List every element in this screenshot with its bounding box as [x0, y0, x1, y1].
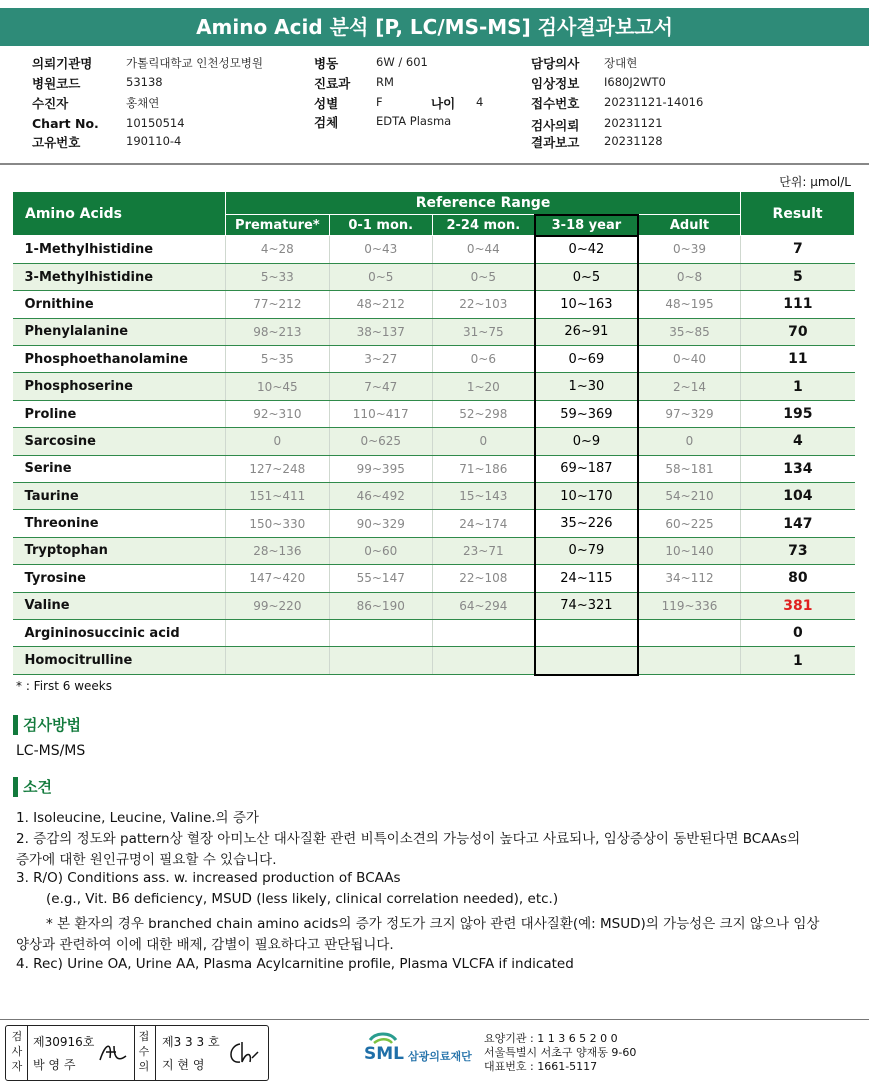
- value-chart-no: 10150514: [126, 116, 185, 130]
- amino-acid-name: 3-Methylhistidine: [13, 263, 226, 290]
- reference-value: 34~112: [638, 565, 741, 592]
- reference-value: 0: [225, 428, 329, 455]
- finding-line: 양상과 관련하여 이에 대한 배제, 감별이 필요하다고 판단됩니다.: [16, 937, 394, 953]
- table-row: [13, 400, 855, 427]
- reference-value: [638, 647, 741, 675]
- result-value: 1: [741, 647, 855, 675]
- reference-value: 98~213: [225, 318, 329, 345]
- reference-value: 0~69: [535, 346, 638, 373]
- amino-acid-name: 1-Methylhistidine: [13, 236, 226, 264]
- reference-value: 71~186: [432, 455, 535, 482]
- table-row: [13, 318, 855, 345]
- label-department: 진료과: [314, 76, 351, 91]
- reference-value: 58~181: [638, 455, 741, 482]
- label-report-date: 결과보고: [531, 135, 580, 150]
- reference-value: [225, 619, 329, 646]
- value-ward: 6W / 601: [376, 55, 428, 69]
- reference-value: 0~5: [329, 263, 432, 290]
- tester-name: 박 영 주: [33, 1058, 76, 1072]
- result-value: 134: [741, 455, 855, 482]
- table-row: [13, 510, 855, 537]
- tester-number: 제30916호: [33, 1035, 95, 1049]
- value-unique-no: 190110-4: [126, 134, 182, 148]
- value-hospital-code: 53138: [126, 75, 163, 89]
- result-value: 70: [741, 318, 855, 345]
- reference-value: 35~226: [535, 510, 638, 537]
- reference-value: 60~225: [638, 510, 741, 537]
- result-value: 80: [741, 565, 855, 592]
- table-row: [13, 647, 855, 675]
- reference-value: 119~336: [638, 592, 741, 619]
- label-patient: 수진자: [32, 96, 69, 111]
- reference-value: [329, 619, 432, 646]
- table-row: [13, 483, 855, 510]
- reference-value: 28~136: [225, 537, 329, 564]
- result-value: 104: [741, 483, 855, 510]
- result-value: 11: [741, 346, 855, 373]
- reference-value: 90~329: [329, 510, 432, 537]
- reference-value: 0~60: [329, 537, 432, 564]
- result-value: 73: [741, 537, 855, 564]
- header-0-1-mon: 0-1 mon.: [329, 215, 432, 236]
- footer-divider: [0, 1019, 869, 1020]
- reference-value: 7~47: [329, 373, 432, 400]
- tester-label: 검사자: [11, 1030, 23, 1073]
- table-row: [13, 592, 855, 619]
- value-department: RM: [376, 75, 394, 89]
- reference-value: 97~329: [638, 400, 741, 427]
- header-premature: Premature*: [225, 215, 329, 236]
- amino-acid-name: Argininosuccinic acid: [13, 619, 226, 646]
- reference-value: 10~45: [225, 373, 329, 400]
- reference-value: 2~14: [638, 373, 741, 400]
- method-heading: 검사방법: [13, 715, 81, 735]
- reference-value: 31~75: [432, 318, 535, 345]
- reference-value: [638, 619, 741, 646]
- reference-value: [329, 647, 432, 675]
- label-age: 나이: [431, 96, 456, 111]
- amino-acid-name: Phosphoethanolamine: [13, 346, 226, 373]
- reference-value: 0~8: [638, 263, 741, 290]
- reference-value: 86~190: [329, 592, 432, 619]
- reference-value: 150~330: [225, 510, 329, 537]
- result-value: 4: [741, 428, 855, 455]
- table-row: [13, 263, 855, 290]
- reference-value: 22~108: [432, 565, 535, 592]
- result-value: 5: [741, 263, 855, 290]
- reference-value: 0: [638, 428, 741, 455]
- label-hospital-code: 병원코드: [32, 76, 81, 91]
- finding-line: 증가에 대한 원인규명이 필요할 수 있습니다.: [16, 852, 277, 868]
- reference-value: 0~79: [535, 537, 638, 564]
- label-institution: 의뢰기관명: [32, 56, 93, 71]
- method-text: LC-MS/MS: [16, 743, 86, 759]
- institution-info: [484, 1032, 636, 1074]
- reference-value: 4~28: [225, 236, 329, 264]
- reference-value: 151~411: [225, 483, 329, 510]
- findings-heading: 소견: [13, 777, 52, 797]
- amino-acid-name: Taurine: [13, 483, 226, 510]
- table-row: [13, 373, 855, 400]
- reference-value: 38~137: [329, 318, 432, 345]
- reference-value: 54~210: [638, 483, 741, 510]
- table-row: [13, 455, 855, 482]
- table-footnote: * : First 6 weeks: [16, 679, 112, 693]
- reference-value: 74~321: [535, 592, 638, 619]
- reference-value: 3~27: [329, 346, 432, 373]
- reference-value: 147~420: [225, 565, 329, 592]
- header-3-18-year: 3-18 year: [535, 215, 638, 236]
- institution-name: 삼광의료재단: [408, 1050, 472, 1063]
- reference-value: 92~310: [225, 400, 329, 427]
- table-row: [13, 537, 855, 564]
- value-clinical-info: I680J2WT0: [604, 75, 666, 89]
- finding-line: 2. 증감의 정도와 pattern상 혈장 아미노산 대사질환 관련 비특이소견의 가능성이 높다고 사료되나, 임상증상이 동반된다면 BCAAs의: [16, 831, 801, 847]
- table-row: [13, 236, 855, 264]
- reference-value: 0~40: [638, 346, 741, 373]
- reference-value: 0: [432, 428, 535, 455]
- amino-acid-name: Sarcosine: [13, 428, 226, 455]
- patient-header: [0, 54, 869, 154]
- header-reference-range: Reference Range: [225, 192, 740, 215]
- sml-logo: [362, 1030, 502, 1070]
- amino-acid-name: Serine: [13, 455, 226, 482]
- amino-acid-name: Proline: [13, 400, 226, 427]
- header-amino-acids: Amino Acids: [13, 192, 226, 236]
- reference-value: 0~5: [535, 263, 638, 290]
- result-value: 7: [741, 236, 855, 264]
- value-patient: 홍채연: [126, 96, 160, 110]
- value-specimen: EDTA Plasma: [376, 114, 452, 128]
- reference-value: 77~212: [225, 291, 329, 318]
- finding-line: (e.g., Vit. B6 deficiency, MSUD (less likely, clinical correlation needed), etc.): [46, 891, 559, 907]
- reference-value: 23~71: [432, 537, 535, 564]
- label-request-date: 검사의뢰: [531, 118, 580, 133]
- amino-acid-name: Valine: [13, 592, 226, 619]
- reference-value: 0~5: [432, 263, 535, 290]
- reference-value: 69~187: [535, 455, 638, 482]
- result-value: 111: [741, 291, 855, 318]
- value-doctor: 장대현: [604, 56, 638, 70]
- institution-address: 서울특별시 서초구 양재동 9-60: [484, 1046, 637, 1059]
- label-specimen: 검체: [314, 115, 339, 130]
- header-divider: [0, 163, 869, 165]
- reference-value: 127~248: [225, 455, 329, 482]
- receiver-signature-icon: [226, 1038, 262, 1068]
- label-sex: 성별: [314, 96, 339, 111]
- reference-value: 24~115: [535, 565, 638, 592]
- reference-value: [432, 647, 535, 675]
- result-value: 381: [741, 592, 855, 619]
- finding-line: 1. Isoleucine, Leucine, Valine.의 증가: [16, 810, 259, 826]
- reference-value: 10~163: [535, 291, 638, 318]
- value-institution: 가톨릭대학교 인천성모병원: [126, 56, 263, 70]
- institution-phone: 대표번호 : 1661-5117: [484, 1060, 598, 1073]
- result-value: 0: [741, 619, 855, 646]
- reference-value: 0~625: [329, 428, 432, 455]
- amino-acid-name: Tryptophan: [13, 537, 226, 564]
- table-row: [13, 565, 855, 592]
- amino-acid-name: Phenylalanine: [13, 318, 226, 345]
- header-result: Result: [741, 192, 855, 236]
- value-age: 4: [476, 95, 484, 109]
- amino-acid-name: Homocitrulline: [13, 647, 226, 675]
- signature-box: [5, 1025, 269, 1081]
- value-request-date: 20231121: [604, 116, 663, 130]
- reference-value: 99~220: [225, 592, 329, 619]
- receiver-label: 접수의: [138, 1030, 150, 1073]
- reference-value: [535, 619, 638, 646]
- receiver-name: 지 현 영: [162, 1058, 205, 1072]
- label-receipt-no: 접수번호: [531, 96, 580, 111]
- reference-value: 10~170: [535, 483, 638, 510]
- reference-value: 55~147: [329, 565, 432, 592]
- reference-value: 24~174: [432, 510, 535, 537]
- reference-value: 1~30: [535, 373, 638, 400]
- result-value: 1: [741, 373, 855, 400]
- value-sex: F: [376, 95, 383, 109]
- reference-value: 0~6: [432, 346, 535, 373]
- header-2-24-mon: 2-24 mon.: [432, 215, 535, 236]
- receiver-number: 제3 3 3 호: [162, 1035, 220, 1049]
- result-value: 147: [741, 510, 855, 537]
- label-unique-no: 고유번호: [32, 135, 81, 150]
- table-row: [13, 346, 855, 373]
- table-row: [13, 619, 855, 646]
- amino-acid-name: Tyrosine: [13, 565, 226, 592]
- amino-acid-name: Threonine: [13, 510, 226, 537]
- reference-value: 35~85: [638, 318, 741, 345]
- result-value: 195: [741, 400, 855, 427]
- reference-value: 48~212: [329, 291, 432, 318]
- table-row: [13, 428, 855, 455]
- value-report-date: 20231128: [604, 134, 663, 148]
- value-receipt-no: 20231121-14016: [604, 95, 704, 109]
- reference-value: 0~43: [329, 236, 432, 264]
- reference-value: 110~417: [329, 400, 432, 427]
- header-adult: Adult: [638, 215, 741, 236]
- amino-acid-name: Ornithine: [13, 291, 226, 318]
- reference-value: 0~42: [535, 236, 638, 264]
- reference-value: 48~195: [638, 291, 741, 318]
- reference-value: 52~298: [432, 400, 535, 427]
- reference-value: 64~294: [432, 592, 535, 619]
- institution-code: 요양기관 : 1 1 3 6 5 2 0 0: [484, 1032, 618, 1045]
- reference-value: 22~103: [432, 291, 535, 318]
- reference-value: 26~91: [535, 318, 638, 345]
- unit-label: 단위: µmol/L: [779, 175, 851, 189]
- logo-text: SML: [364, 1044, 404, 1064]
- reference-value: 46~492: [329, 483, 432, 510]
- reference-value: 15~143: [432, 483, 535, 510]
- label-doctor: 담당의사: [531, 56, 580, 71]
- label-ward: 병동: [314, 56, 339, 71]
- amino-acid-table: [12, 191, 855, 676]
- reference-value: [225, 647, 329, 675]
- label-chart-no: Chart No.: [32, 116, 99, 131]
- finding-line: * 본 환자의 경우 branched chain amino acids의 증가 정도가 크지 않아 관련 대사질환(예: MSUD)의 가능성은 크지 않으나 임상: [46, 916, 820, 932]
- table-row: [13, 291, 855, 318]
- reference-value: 59~369: [535, 400, 638, 427]
- reference-value: 10~140: [638, 537, 741, 564]
- reference-value: [535, 647, 638, 675]
- label-clinical-info: 임상정보: [531, 76, 580, 91]
- reference-value: 0~44: [432, 236, 535, 264]
- tester-signature-icon: [96, 1038, 130, 1068]
- amino-acid-name: Phosphoserine: [13, 373, 226, 400]
- reference-value: 5~33: [225, 263, 329, 290]
- reference-value: 99~395: [329, 455, 432, 482]
- reference-value: 0~9: [535, 428, 638, 455]
- reference-value: 5~35: [225, 346, 329, 373]
- reference-value: 1~20: [432, 373, 535, 400]
- finding-line: 4. Rec) Urine OA, Urine AA, Plasma Acylcarnitine profile, Plasma VLCFA if indicated: [16, 956, 574, 972]
- finding-line: 3. R/O) Conditions ass. w. increased production of BCAAs: [16, 870, 401, 886]
- report-title: Amino Acid 분석 [P, LC/MS-MS] 검사결과보고서: [0, 8, 869, 46]
- reference-value: [432, 619, 535, 646]
- reference-value: 0~39: [638, 236, 741, 264]
